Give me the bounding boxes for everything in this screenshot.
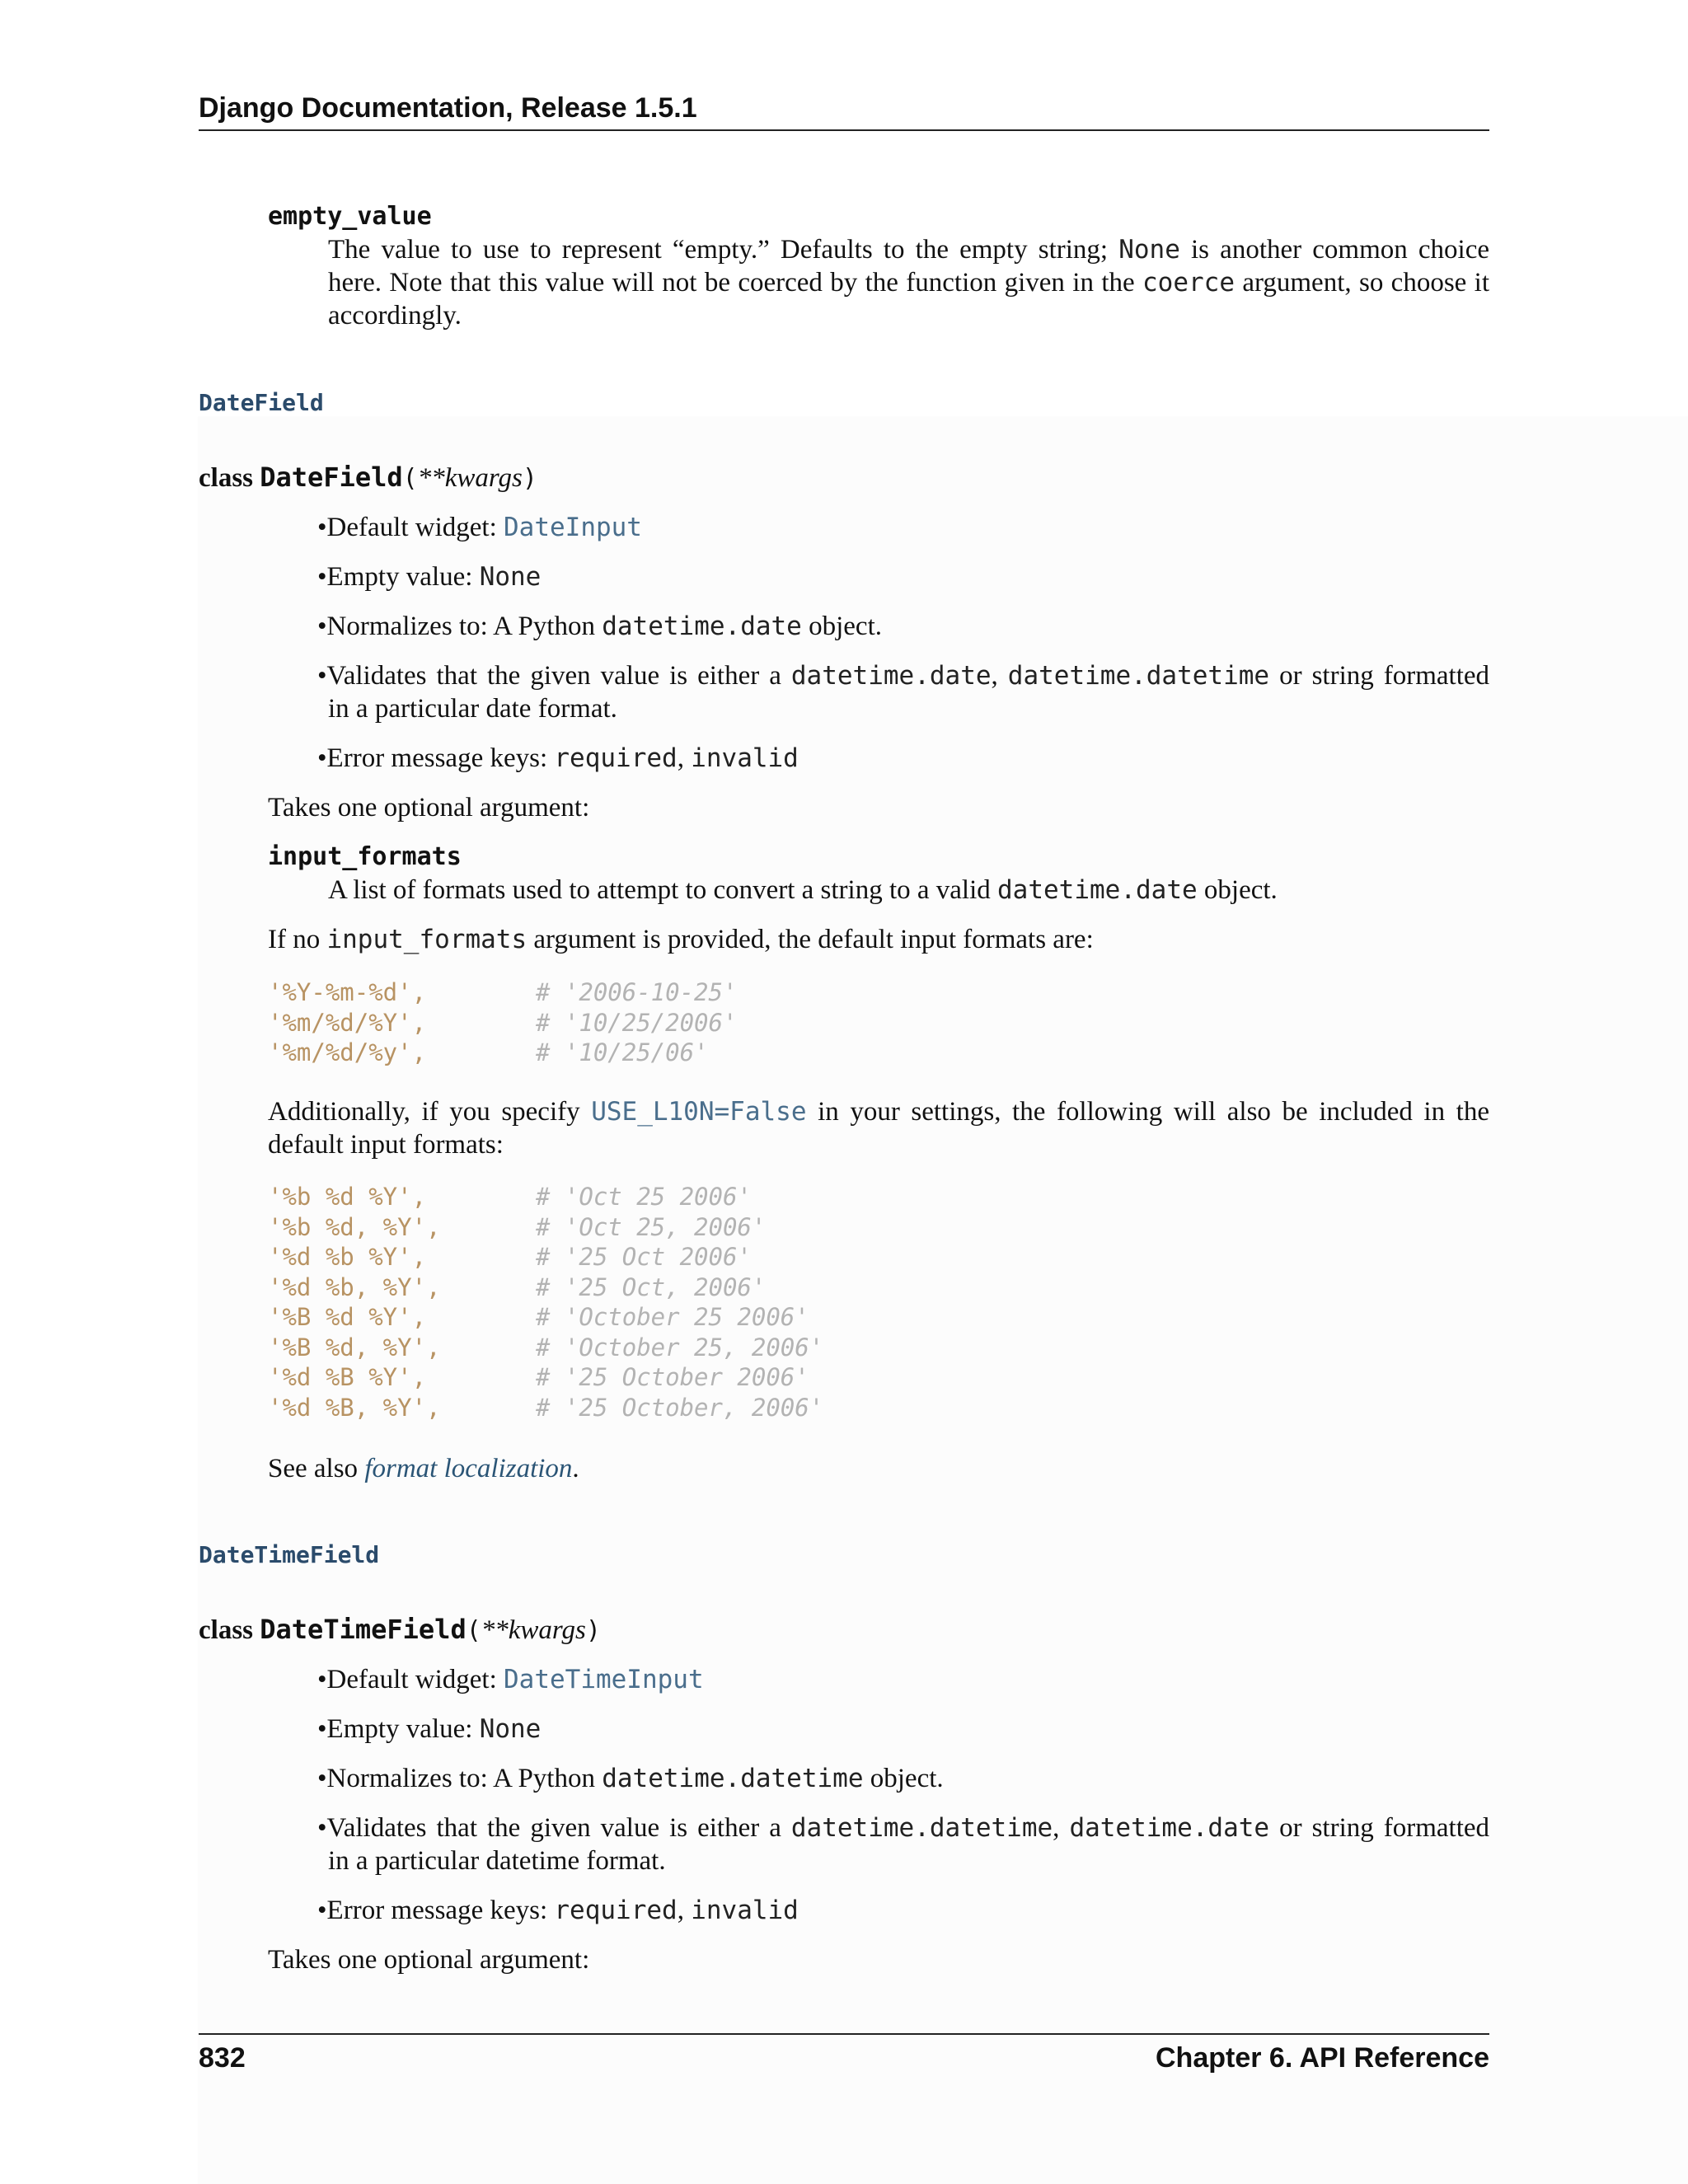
format-example-comment: # 'Oct 25, 2006' (536, 1212, 767, 1241)
format-example-comment: # '25 October, 2006' (536, 1393, 824, 1422)
text-run: •Default widget: (317, 1665, 504, 1694)
format-string: '%b %d, %Y', (268, 1212, 441, 1241)
format-string: '%d %b, %Y', (268, 1272, 441, 1301)
chapter-title: Chapter 6. API Reference (1156, 2042, 1489, 2074)
text-run: •Validates that the given value is either a (317, 661, 791, 691)
class-keyword: class (199, 463, 260, 493)
inline-code: required (554, 1896, 678, 1925)
text-run: in a particular datetime format. (328, 1846, 666, 1876)
format-example-comment: # '25 Oct, 2006' (536, 1272, 767, 1301)
code-line (268, 1212, 767, 1243)
inline-code: required (554, 743, 678, 773)
format-string: '%m/%d/%y', (268, 1038, 427, 1066)
code-line (268, 1333, 824, 1363)
input-formats-attribute-name: input_formats (268, 842, 462, 871)
inline-code: datetime.datetime (790, 1813, 1053, 1843)
format-example-comment: # '25 Oct 2006' (536, 1243, 752, 1271)
datetimefield-bullet-empty (317, 1713, 541, 1746)
text-run: object. (1197, 875, 1278, 905)
format-example-comment: # '2006-10-25' (536, 978, 738, 1006)
code-line (268, 1393, 824, 1423)
footer-rule (199, 2033, 1489, 2035)
text-run: accordingly. (328, 301, 462, 330)
datetimefield-bullet-errors (317, 1894, 799, 1927)
datefield-bullet-validates (317, 659, 1489, 725)
header-rule (199, 129, 1489, 131)
format-example-comment: # 'October 25, 2006' (536, 1333, 824, 1361)
format-string: '%d %B, %Y', (268, 1393, 441, 1422)
code-line (268, 1272, 767, 1303)
text-run: default input formats: (268, 1130, 504, 1160)
datefield-bullet-widget (317, 511, 642, 544)
inline-code: invalid (691, 743, 799, 773)
code-line (268, 1038, 709, 1068)
paren: ) (585, 1616, 601, 1645)
datefield-bullet-empty (317, 560, 541, 593)
format-example-comment: # 'Oct 25 2006' (536, 1183, 752, 1211)
format-example-comment: # '10/25/06' (536, 1038, 709, 1066)
additionally-paragraph (268, 1095, 1489, 1161)
class-name: DateTimeField (260, 1614, 467, 1645)
datefield-class-signature (199, 462, 537, 494)
format-string: '%B %d %Y', (268, 1303, 427, 1331)
inline-code: None (479, 1714, 542, 1744)
text-run: in a particular date format. (328, 694, 617, 724)
text-run: , (991, 661, 1008, 691)
inline-code: datetime.date (602, 612, 802, 641)
paren: ( (402, 464, 418, 493)
inline-code: datetime.datetime (1007, 661, 1270, 691)
text-run: is another common choice (1179, 235, 1489, 265)
datefield-takes-optional: Takes one optional argument: (268, 793, 590, 823)
datetimefield-section-title: DateTimeField (199, 1541, 380, 1568)
format-string: '%Y-%m-%d', (268, 978, 427, 1006)
class-name: DateField (260, 462, 403, 493)
inline-code: datetime.date (997, 875, 1198, 905)
code-line (268, 1008, 738, 1038)
empty-value-attribute-name: empty_value (268, 202, 432, 231)
text-run: , (677, 743, 692, 773)
class-args: **kwargs (417, 463, 523, 493)
code-line (268, 1242, 752, 1272)
dateinput-link[interactable]: DateInput (504, 513, 642, 542)
page-number: 832 (199, 2042, 246, 2074)
paren: ( (466, 1616, 481, 1645)
default-formats-code-block (268, 977, 1010, 1072)
format-string: '%d %b %Y', (268, 1243, 427, 1271)
empty-value-description (328, 233, 1489, 332)
text-run: •Empty value: (317, 562, 480, 592)
format-localization-link[interactable]: format localization (364, 1454, 573, 1483)
datetimefield-bullet-widget (317, 1663, 704, 1696)
class-args: **kwargs (481, 1615, 586, 1645)
format-string: '%m/%d/%Y', (268, 1008, 427, 1037)
format-string: '%d %B %Y', (268, 1363, 427, 1391)
format-example-comment: # 'October 25 2006' (536, 1303, 809, 1331)
text-run: Additionally, if you specify (268, 1097, 592, 1127)
format-example-comment: # '10/25/2006' (536, 1008, 738, 1037)
code-line (268, 1182, 752, 1212)
format-string: '%B %d, %Y', (268, 1333, 441, 1361)
input-formats-description (328, 874, 1278, 907)
text-run: •Empty value: (317, 1714, 480, 1744)
text-run: The value to use to represent “empty.” Defaults to the empty string; (328, 235, 1119, 265)
class-keyword: class (199, 1615, 260, 1645)
text-run: , (677, 1896, 692, 1925)
text-run: If no (268, 925, 327, 954)
text-run: here. Note that this value will not be coerced by the function given in the (328, 268, 1142, 298)
datetimefield-bullet-normalizes (317, 1762, 944, 1795)
text-run: or string formatted (1269, 1813, 1490, 1843)
datetimefield-class-signature (199, 1614, 601, 1646)
text-run: •Normalizes to: A Python (317, 1764, 603, 1793)
text-run: in your settings, the following will also be included in the (806, 1097, 1489, 1127)
datefield-bullet-errors (317, 742, 799, 775)
datefield-section-title: DateField (199, 389, 324, 416)
text-run: argument, so choose it (1234, 268, 1490, 298)
datetimefield-takes-optional: Takes one optional argument: (268, 1945, 590, 1975)
code-line (268, 1362, 809, 1393)
inline-code: invalid (691, 1896, 799, 1925)
text-run: See also (268, 1454, 365, 1483)
inline-code: coerce (1142, 268, 1235, 298)
code-line (268, 977, 738, 1008)
inline-code: None (479, 562, 542, 592)
use-l10n-setting-link[interactable]: USE_L10N=False (591, 1097, 807, 1127)
text-run: object. (801, 612, 882, 641)
format-string: '%b %d %Y', (268, 1183, 427, 1211)
text-run: •Default widget: (317, 513, 504, 542)
inline-code: None (1118, 235, 1180, 265)
text-run: argument is provided, the default input formats are: (527, 925, 1094, 954)
format-example-comment: # '25 October 2006' (536, 1363, 809, 1391)
see-also-line (268, 1452, 579, 1485)
paren: ) (522, 464, 537, 493)
datetimeinput-link[interactable]: DateTimeInput (504, 1665, 704, 1694)
datefield-bullet-normalizes (317, 610, 882, 643)
text-run: A list of formats used to attempt to convert a string to a valid (328, 875, 998, 905)
default-formats-intro (268, 923, 1094, 956)
text-run: object. (863, 1764, 944, 1793)
inline-code: datetime.datetime (602, 1764, 864, 1793)
inline-code: datetime.date (790, 661, 992, 691)
l10n-formats-code-block (268, 1182, 1010, 1429)
datetimefield-bullet-validates (317, 1811, 1489, 1877)
inline-code: input_formats (326, 925, 528, 954)
page-header-title: Django Documentation, Release 1.5.1 (199, 92, 697, 124)
text-run: or string formatted (1269, 661, 1490, 691)
text-run: •Normalizes to: A Python (317, 612, 603, 641)
text-run: , (1053, 1813, 1070, 1843)
code-line (268, 1302, 809, 1333)
text-run: •Error message keys: (317, 743, 555, 773)
inline-code: datetime.date (1069, 1813, 1270, 1843)
text-run: •Validates that the given value is either a (317, 1813, 791, 1843)
text-run: •Error message keys: (317, 1896, 555, 1925)
text-run: . (572, 1454, 579, 1483)
